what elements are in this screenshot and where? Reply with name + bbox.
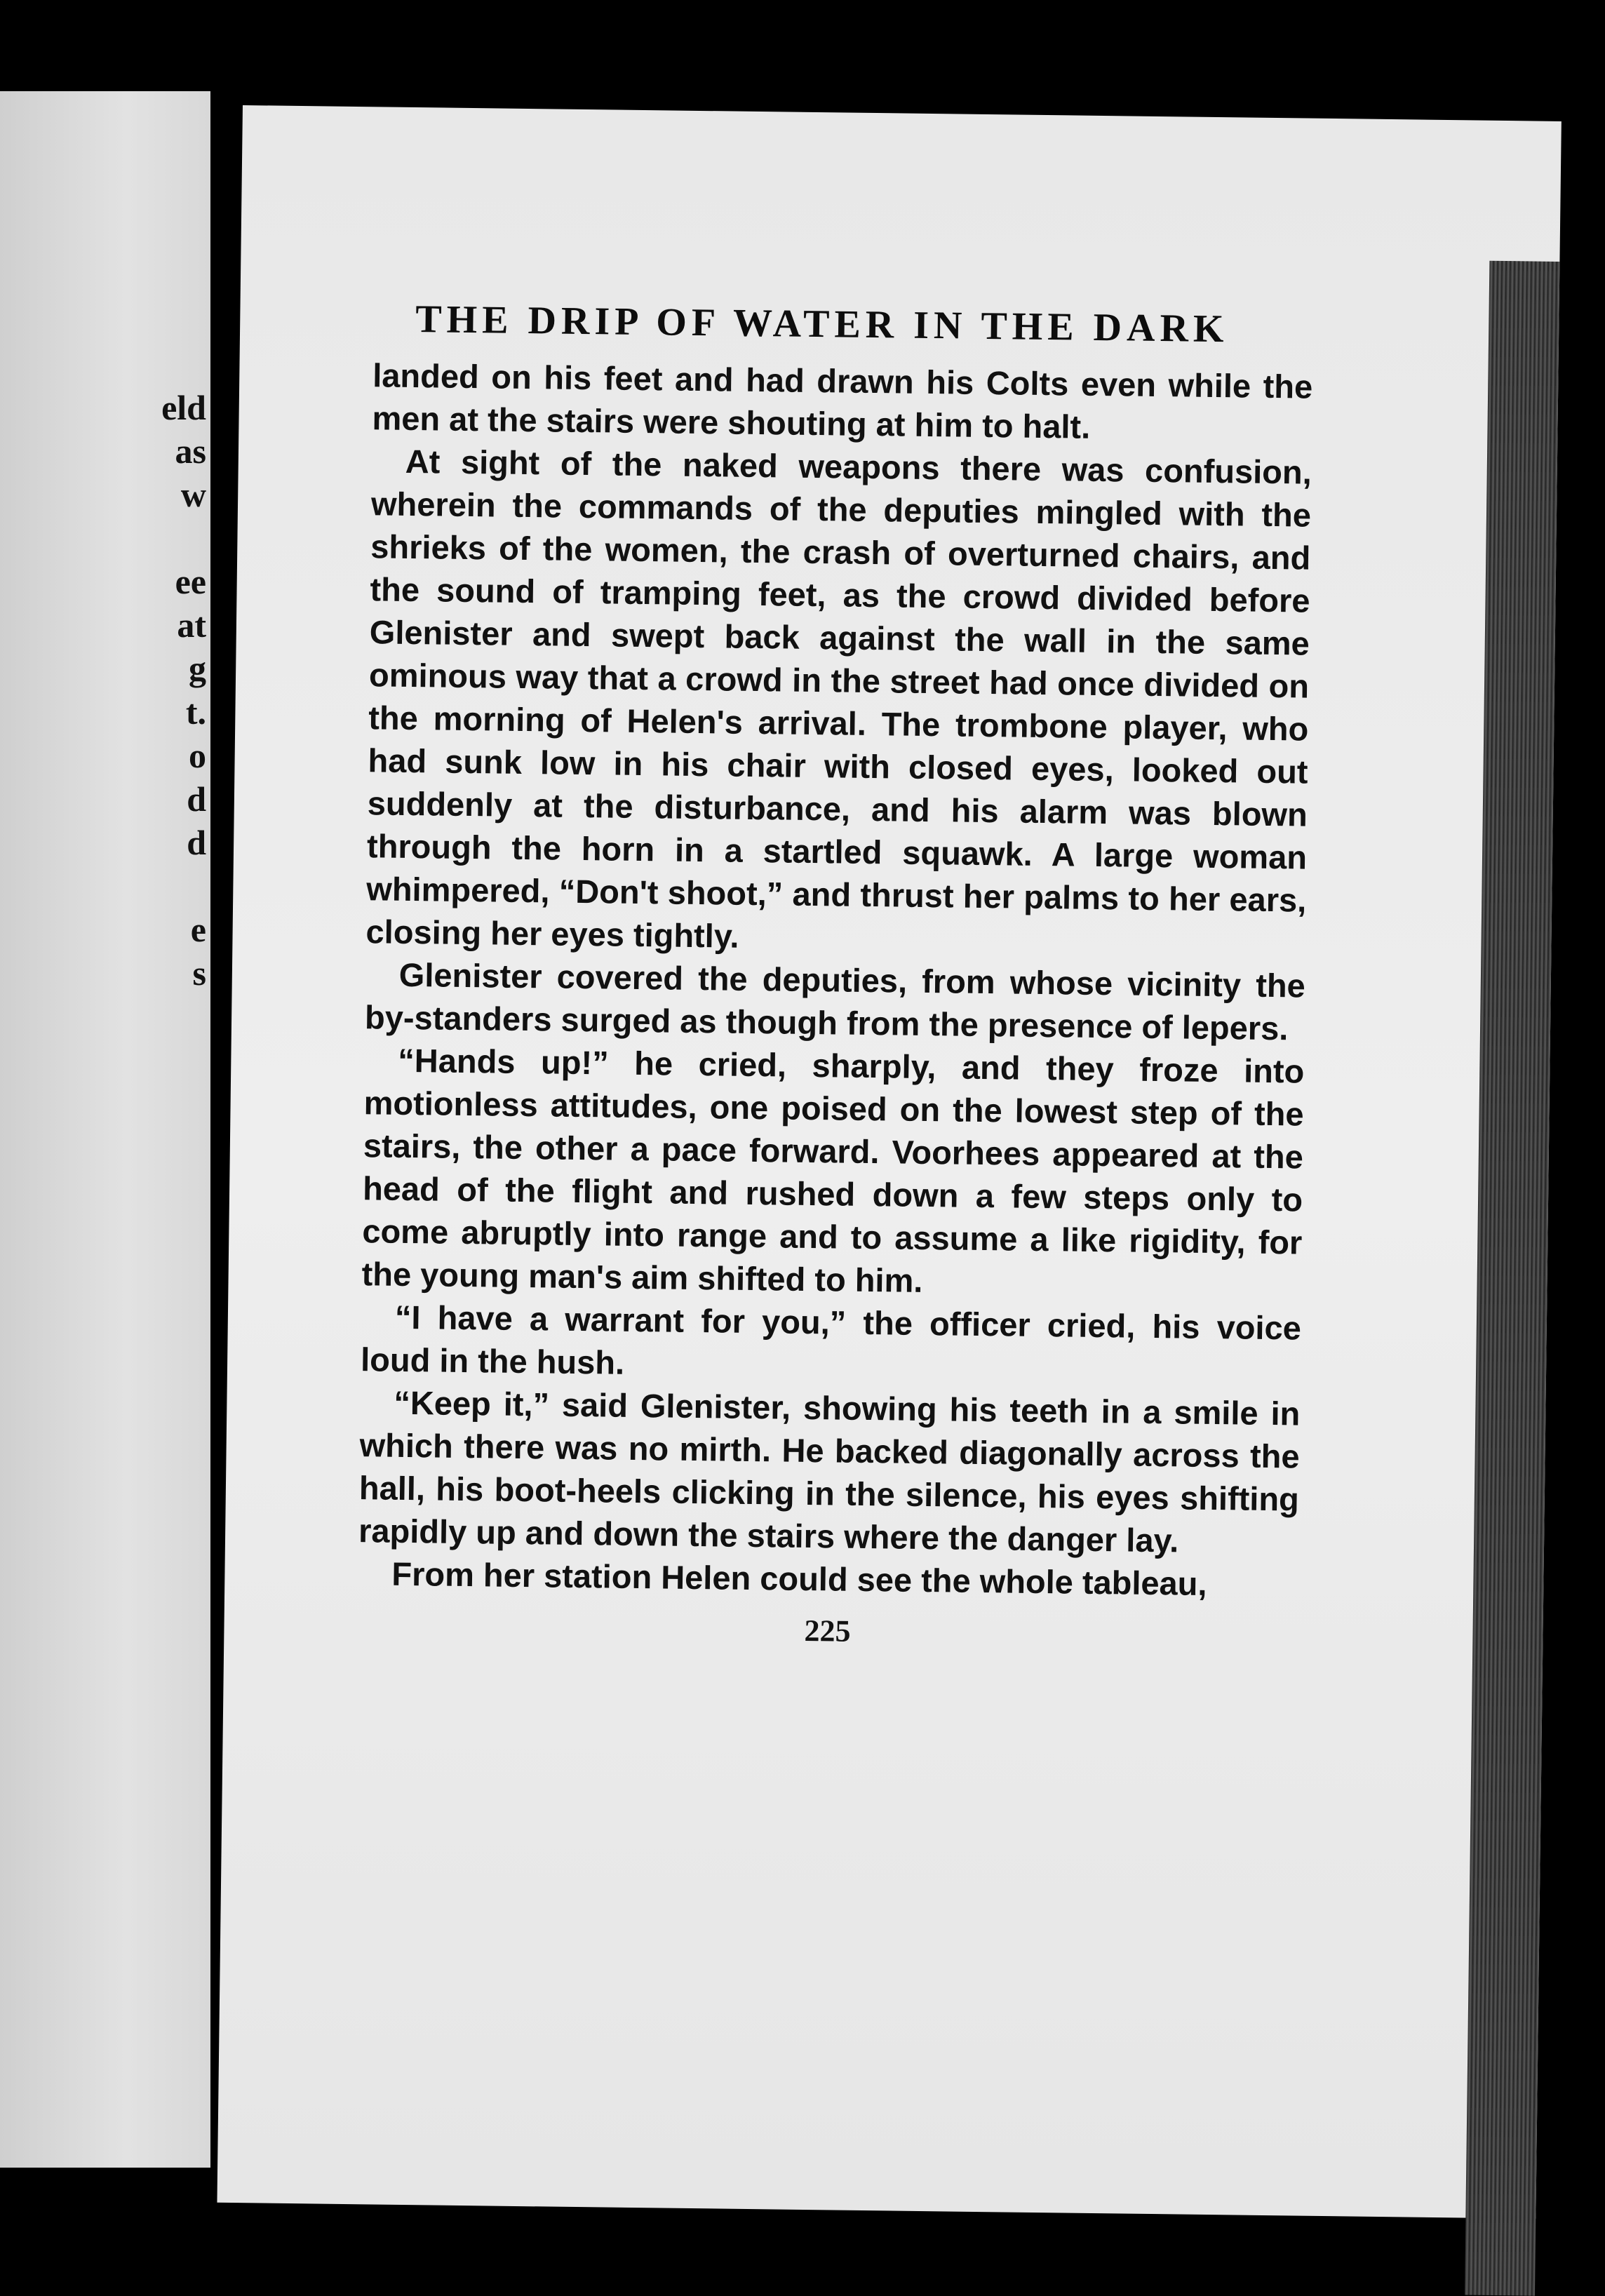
left-page-fragment: w <box>180 475 206 514</box>
left-page-fragment: e <box>190 910 206 949</box>
left-page-fragment: at <box>177 605 206 645</box>
page-number: 225 <box>804 1613 851 1649</box>
left-page-fragment: t. <box>185 692 206 732</box>
left-page-fragment <box>161 864 206 908</box>
left-page-fragment: d <box>187 823 206 862</box>
left-page-text-fragments <box>161 386 206 995</box>
paragraph: “I have a warrant for you,” the officer cried, his voice loud in the hush. <box>360 1298 1302 1381</box>
paragraph: From her station Helen could see the whole tableau, <box>391 1555 1207 1602</box>
page-edges <box>1465 261 1559 2296</box>
left-page-fragment <box>161 516 206 560</box>
paragraph: At sight of the naked weapons there was confusion, wherein the commands of the deputies mingled with the shrieks of the women, the crash of overturned chairs, and the sound of tramping feet, as the crowd divided before Glenister and swept back against the wall in the same ominous way that a crowd in the street had once divided on the morning of Helen's arrival. The trombone player, who had sunk low in his chair with closed eyes, looked out suddenly at the disturbance, and his alarm was blown through the horn in a startled squawk. A large woman whimpered, “Don't shoot,” and thrust her palms to her ears, closing her eyes tightly. <box>365 442 1312 955</box>
left-page-fragment: ee <box>175 562 206 601</box>
page-content <box>357 296 1313 1654</box>
body-text <box>358 354 1313 1606</box>
paragraph: landed on his feet and had drawn his Colts even while the men at the stairs were shouting at him to halt. <box>372 356 1313 445</box>
paragraph: “Keep it,” said Glenister, showing his teeth in a smile in which there was no mirth. He backed diagonally across the hall, his boot-heels clicking in the silence, his eyes shifting rapidly up and down the stairs where the danger lay. <box>358 1383 1301 1559</box>
left-page-fragment: as <box>175 431 206 471</box>
paragraph: “Hands up!” he cried, sharply, and they froze into motionless attitudes, one poised on the lowest step of the stairs, the other a pace forward. Voorhees appeared at the head of the flight and rushed down a few steps only to come abruptly into range and to assume a like rigidity, for the young man's aim shifted to him. <box>361 1041 1305 1299</box>
paragraph: Glenister covered the deputies, from whose vicinity the by-standers surged as though from the presence of lepers. <box>364 955 1306 1047</box>
left-page-fragment: d <box>187 779 206 819</box>
left-page-fragment: eld <box>161 388 206 427</box>
left-page-fragment: g <box>189 649 206 688</box>
left-page-fragment: s <box>192 953 206 993</box>
book-page <box>217 105 1561 2219</box>
left-page <box>0 91 210 2168</box>
running-head: THE DRIP OF WATER IN THE DARK <box>415 297 1229 351</box>
left-page-fragment: o <box>189 736 206 775</box>
